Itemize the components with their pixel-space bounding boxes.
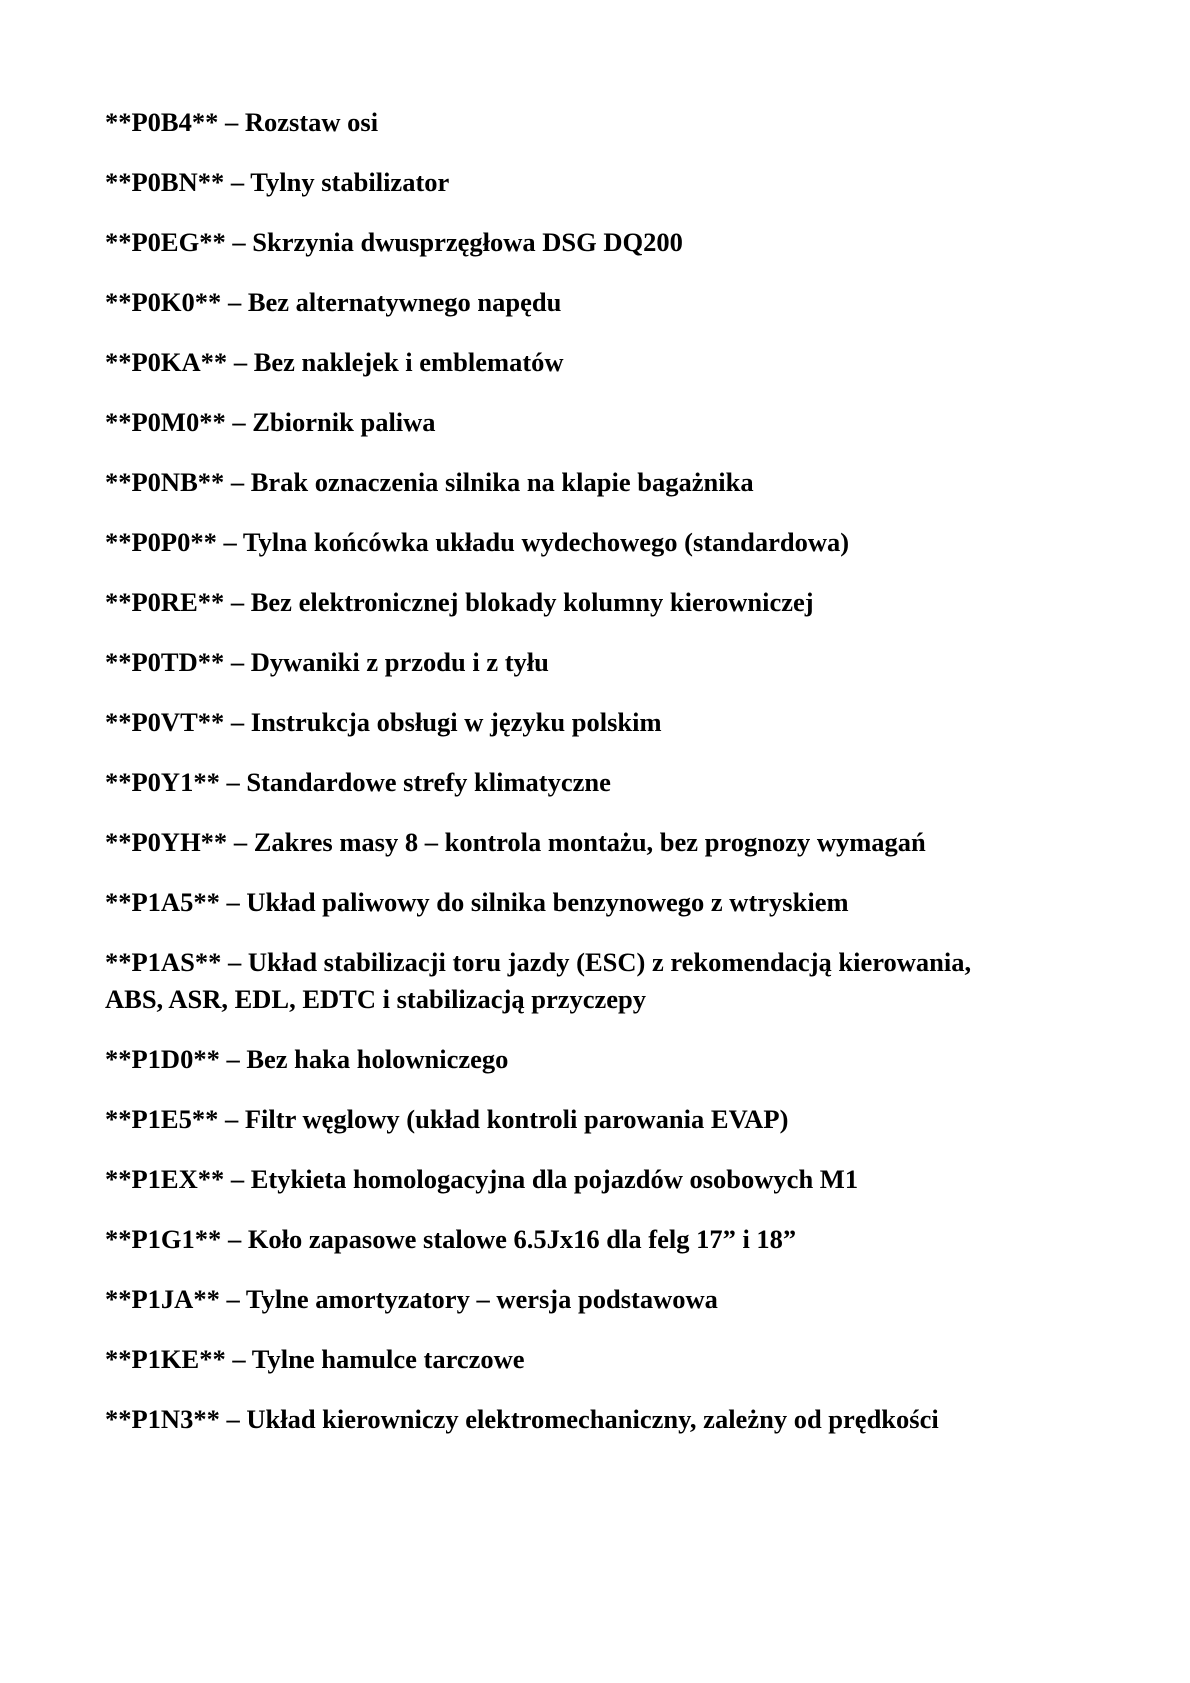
option-description: Tylne amortyzatory – wersja podstawowa [245, 1284, 718, 1314]
option-code: **P0Y1** [105, 767, 220, 797]
option-code: **P0NB** [105, 467, 225, 497]
option-code: **P1KE** [105, 1344, 226, 1374]
option-description: Bez alternatywnego napędu [247, 287, 562, 317]
list-item [105, 404, 1090, 441]
option-description: Dywaniki z przodu i z tyłu [250, 647, 549, 677]
option-code: **P0RE** [105, 587, 225, 617]
option-description: Etykieta homologacyjna dla pojazdów osobowych M1 [250, 1164, 859, 1194]
list-item [105, 1101, 1090, 1138]
list-item [105, 104, 1090, 141]
separator-dash: – [224, 167, 251, 197]
list-item [105, 224, 1090, 261]
separator-dash: – [225, 227, 253, 257]
separator-dash: – [218, 1104, 245, 1134]
separator-dash: – [224, 647, 251, 677]
option-code: **P0VT** [105, 707, 225, 737]
option-description: Standardowe strefy klimatyczne [246, 767, 611, 797]
list-item [105, 1221, 1090, 1258]
separator-dash: – [219, 1404, 247, 1434]
list-item [105, 824, 1090, 861]
option-description: Rozstaw osi [244, 107, 379, 137]
list-item [105, 284, 1090, 321]
list-item [105, 464, 1090, 501]
option-code-list [105, 104, 1090, 1438]
list-item [105, 1041, 1090, 1078]
option-description: Skrzynia dwusprzęgłowa DSG DQ200 [252, 227, 683, 257]
list-item [105, 764, 1090, 801]
option-code: **P1EX** [105, 1164, 225, 1194]
option-description: Brak oznaczenia silnika na klapie bagażnika [250, 467, 754, 497]
separator-dash: – [225, 407, 253, 437]
option-code: **P1D0** [105, 1044, 220, 1074]
separator-dash: – [225, 1344, 252, 1374]
option-code: **P0TD** [105, 647, 225, 677]
list-item [105, 944, 1090, 1018]
option-description: Zakres masy 8 – kontrola montażu, bez prognozy wymagań [253, 827, 926, 857]
separator-dash: – [227, 347, 254, 377]
option-code: **P1E5** [105, 1104, 219, 1134]
separator-dash: – [224, 1164, 251, 1194]
list-item [105, 644, 1090, 681]
list-item [105, 164, 1090, 201]
option-description: Tylna końcówka układu wydechowego (standardowa) [242, 527, 850, 557]
separator-dash: – [221, 947, 248, 977]
option-code: **P0EG** [105, 227, 226, 257]
option-description: Bez haka holowniczego [246, 1044, 509, 1074]
option-description: Bez naklejek i emblematów [253, 347, 564, 377]
list-item [105, 884, 1090, 921]
option-code: **P0BN** [105, 167, 225, 197]
separator-dash: – [224, 707, 251, 737]
list-item [105, 1281, 1090, 1318]
list-item [105, 1341, 1090, 1378]
separator-dash: – [219, 887, 247, 917]
separator-dash: – [216, 527, 243, 557]
list-item [105, 1401, 1090, 1438]
separator-dash: – [224, 587, 251, 617]
list-item [105, 584, 1090, 621]
option-description: Układ kierowniczy elektromechaniczny, zależny od prędkości [246, 1404, 939, 1434]
separator-dash: – [219, 1284, 246, 1314]
list-item [105, 524, 1090, 561]
option-description: ABS, ASR, EDL, EDTC i stabilizacją przyczepy [105, 984, 647, 1014]
option-code: **P1A5** [105, 887, 220, 917]
option-description: Zbiornik paliwa [252, 407, 436, 437]
option-description: Układ paliwowy do silnika benzynowego z wtryskiem [246, 887, 849, 917]
option-code: **P0KA** [105, 347, 228, 377]
option-code: **P1AS** [105, 947, 222, 977]
option-description: Układ stabilizacji toru jazdy (ESC) z rekomendacją kierowania, [247, 947, 972, 977]
option-code: **P0M0** [105, 407, 226, 437]
list-item [105, 344, 1090, 381]
option-description: Tylne hamulce tarczowe [251, 1344, 525, 1374]
option-code: **P1N3** [105, 1404, 220, 1434]
separator-dash: – [221, 287, 248, 317]
option-description: Filtr węglowy (układ kontroli parowania EVAP) [244, 1104, 789, 1134]
separator-dash: – [218, 107, 245, 137]
list-item [105, 704, 1090, 741]
separator-dash: – [221, 1224, 248, 1254]
option-description: Bez elektronicznej blokady kolumny kierowniczej [250, 587, 814, 617]
option-description: Tylny stabilizator [250, 167, 450, 197]
option-code: **P0P0** [105, 527, 217, 557]
option-description: Instrukcja obsługi w języku polskim [250, 707, 662, 737]
separator-dash: – [224, 467, 251, 497]
option-code: **P1JA** [105, 1284, 220, 1314]
separator-dash: – [219, 767, 247, 797]
option-code: **P0YH** [105, 827, 228, 857]
option-code: **P0K0** [105, 287, 222, 317]
option-code: **P0B4** [105, 107, 219, 137]
separator-dash: – [227, 827, 254, 857]
option-code: **P1G1** [105, 1224, 222, 1254]
option-description: Koło zapasowe stalowe 6.5Jx16 dla felg 17” i 18” [247, 1224, 797, 1254]
list-item [105, 1161, 1090, 1198]
separator-dash: – [219, 1044, 247, 1074]
